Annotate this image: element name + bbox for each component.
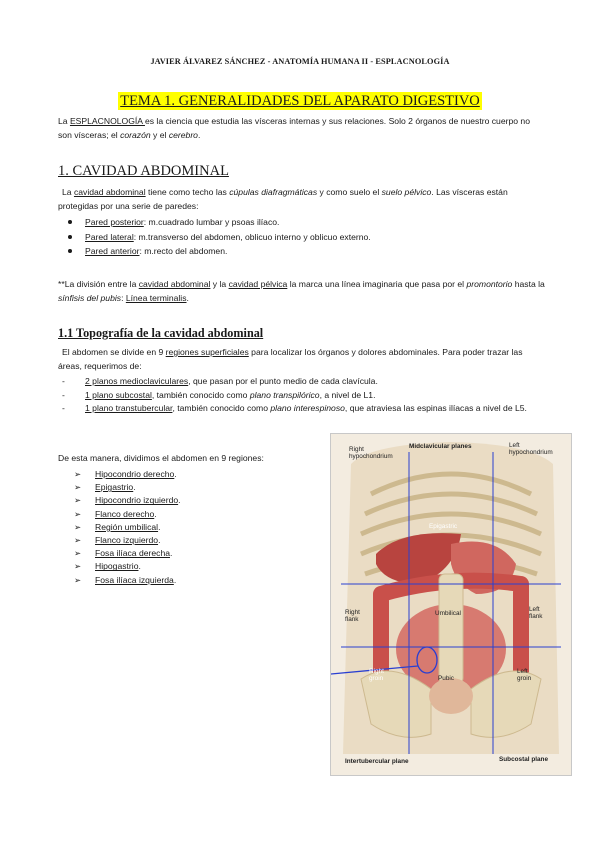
label-intertubercular-plane: Intertubercular plane: [345, 758, 409, 765]
label-epigastric: Epigastric: [429, 523, 458, 530]
plane-alias: plano transpilórico: [249, 389, 320, 400]
bullet-icon: [68, 220, 72, 224]
list-item: ➢ Hipocondrio izquierdo.: [74, 494, 314, 507]
splanchnology-term: ESPLACNOLOGÍA: [69, 116, 145, 126]
list-item: [58, 389, 546, 403]
wall-label: Pared lateral: [85, 231, 134, 242]
term: cavidad pélvica: [228, 279, 288, 289]
list-item: ➢ Hipogastrio.: [74, 560, 314, 573]
list-item: ➢ Fosa ilíaca derecha.: [74, 547, 314, 560]
text: tiene como techo las: [145, 187, 230, 197]
intro-text: .: [197, 129, 201, 140]
list-item: ➢ Hipocondrio derecho.: [74, 468, 314, 481]
arrow-icon: ➢: [74, 495, 82, 506]
abdominal-regions-figure: [330, 433, 572, 776]
arrow-icon: ➢: [74, 469, 82, 479]
list-item: [58, 402, 546, 416]
label-subcostal-plane: Subcostal plane: [499, 756, 549, 763]
list-item: ➢ Epigastrio.: [74, 481, 314, 494]
abdomen-illustration: [331, 434, 571, 775]
dash-icon: -: [62, 376, 65, 386]
text: :: [121, 292, 126, 303]
label-right-groin: Right groin: [369, 668, 384, 682]
bladder-shape: [429, 678, 473, 714]
page-title: TEMA 1. GENERALIDADES DEL APARATO DIGESTIVO: [120, 93, 480, 109]
list-item: [58, 375, 546, 389]
list-item: ➢ Región umbilical.: [74, 521, 314, 534]
list-item: [58, 215, 546, 230]
region-label: Fosa ilíaca derecha: [95, 548, 170, 559]
wall-label: Pared anterior: [85, 246, 140, 256]
walls-list: [58, 215, 546, 259]
intro-text: La: [58, 116, 70, 126]
arrow-icon: ➢: [74, 561, 82, 572]
dash-icon: -: [62, 389, 65, 400]
region-label: Hipocondrio izquierdo: [95, 495, 179, 506]
text: La: [62, 187, 74, 197]
list-item: [58, 230, 546, 245]
plane-label: 2 planos medioclaviculares: [85, 376, 189, 386]
arrow-icon: ➢: [74, 535, 82, 546]
text: para localizar los órganos y dolores abdominales. Para poder trazar las áreas, requerimos de:: [58, 347, 523, 371]
diaphragm-term: cúpulas diafragmáticas: [229, 187, 318, 197]
arrow-icon: ➢: [74, 482, 82, 493]
intro-text: y el: [150, 129, 169, 140]
label-right-flank: Right flank: [345, 609, 360, 623]
label-left-groin: Left groin: [517, 668, 532, 682]
section-heading-cavidad: 1. CAVIDAD ABDOMINAL: [58, 163, 229, 179]
wall-text: : m.transverso del abdomen, oblicuo interno y oblicuo externo.: [133, 231, 371, 242]
wall-label: Pared posterior: [85, 217, 144, 227]
plane-alias: plano interespinoso: [270, 403, 345, 413]
term: promontorio: [466, 279, 513, 289]
plane-text: , también conocido como: [151, 389, 250, 400]
intro-paragraph: [58, 115, 546, 142]
text: . Las vísceras están protegidas por una serie de paredes:: [58, 187, 508, 211]
abdominal-cavity-term: cavidad abdominal: [73, 187, 146, 197]
wall-text: : m.cuadrado lumbar y psoas ilíaco.: [143, 217, 280, 227]
label-right-hypochondrium: Right hypochondrium: [349, 446, 393, 460]
text: y como suelo el: [317, 187, 382, 197]
pelvic-floor-term: suelo pélvico: [381, 187, 432, 197]
label-left-hypochondrium: Left hypochondrium: [509, 442, 553, 456]
arrow-icon: ➢: [74, 548, 82, 559]
label-left-flank: Left flank: [529, 606, 543, 620]
bullet-icon: [68, 235, 72, 239]
term: sínfisis del pubis: [58, 292, 122, 303]
list-item: ➢ Fosa ilíaca izquierda.: [74, 574, 314, 587]
plane-label: 1 plano subcostal: [85, 389, 152, 400]
label-umbilical: Umbilical: [435, 610, 461, 617]
plane-label: 1 plano transtubercular: [85, 403, 173, 413]
spine-shape: [439, 574, 463, 684]
text: y la: [210, 279, 229, 289]
region-label: Hipogastrio: [95, 561, 139, 572]
list-item: ➢ Flanco izquierdo.: [74, 534, 314, 547]
cavity-paragraph: [58, 186, 546, 213]
region-label: Flanco derecho: [95, 508, 155, 519]
label-midclavicular: Midclavicular planes: [409, 443, 472, 450]
region-label: Hipocondrio derecho: [95, 469, 175, 479]
section-heading-topografia: 1.1 Topografía de la cavidad abdominal: [58, 326, 264, 340]
plane-text: , que pasan por el punto medio de cada clavícula.: [188, 376, 378, 386]
text: **La división entre la: [58, 279, 139, 289]
plane-text: , también conocido como: [172, 403, 271, 413]
term: cavidad abdominal: [138, 279, 211, 289]
region-label: Epigastrio: [95, 482, 134, 493]
text: .: [186, 292, 189, 303]
arrow-icon: ➢: [74, 574, 82, 585]
list-item: ➢ Flanco derecho.: [74, 508, 314, 521]
text: El abdomen se divide en 9: [62, 347, 166, 357]
list-item: [58, 244, 546, 259]
regions-list: [74, 468, 314, 587]
term: Línea terminalis: [125, 292, 187, 303]
planes-list: [58, 375, 546, 416]
dash-icon: -: [62, 403, 65, 413]
plane-text: , a nivel de L1.: [319, 389, 376, 400]
region-label: Flanco izquierdo: [95, 535, 159, 546]
running-header: JAVIER ÁLVAREZ SÁNCHEZ - ANATOMÍA HUMANA II - ESPLACNOLOGÍA: [150, 57, 450, 66]
regions-intro: De esta manera, dividimos el abdomen en 9 regiones:: [58, 453, 264, 463]
brain-term: cerebro: [168, 129, 198, 140]
plane-text: , que atraviesa las espinas ilíacas a nivel de L5.: [344, 403, 527, 413]
page-title-wrap: [0, 92, 600, 110]
terminal-line-note: [58, 278, 546, 305]
region-label: Región umbilical: [95, 521, 159, 532]
bullet-icon: [68, 249, 72, 253]
intro-text: es la ciencia que estudia las vísceras internas y sus relaciones. Solo 2 órganos de nuestro cuerpo no son vísceras; el: [58, 116, 530, 140]
label-pubic: Pubic: [438, 675, 454, 682]
arrow-icon: ➢: [74, 521, 82, 532]
term: regiones superficiales: [165, 347, 249, 357]
text: la marca una línea imaginaria que pasa por el: [287, 279, 467, 289]
wall-text: : m.recto del abdomen.: [139, 246, 228, 256]
region-label: Fosa ilíaca izquierda: [95, 574, 174, 585]
text: hasta la: [512, 279, 545, 289]
heart-term: corazón: [120, 129, 151, 140]
arrow-icon: ➢: [74, 508, 82, 519]
topography-paragraph: [58, 346, 546, 373]
